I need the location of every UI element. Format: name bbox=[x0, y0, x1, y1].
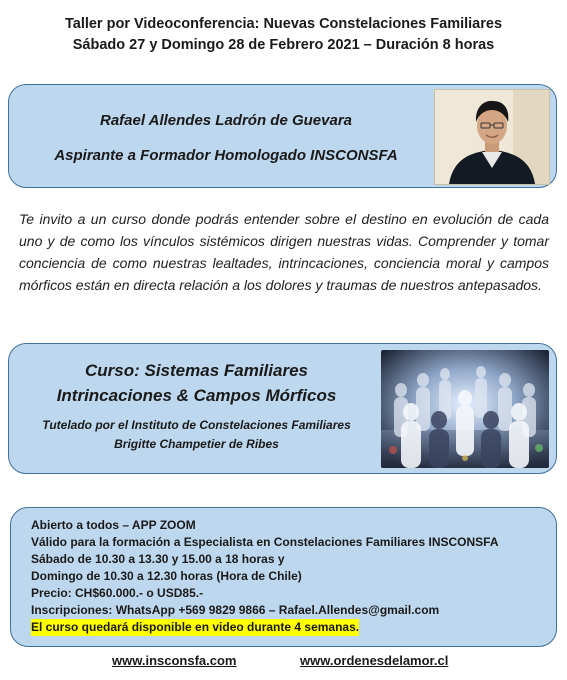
course-title-line1: Curso: Sistemas Familiares bbox=[85, 361, 308, 380]
event-title: Taller por Videoconferencia: Nuevas Constelaciones Familiares bbox=[64, 16, 503, 32]
ordenesdelamor-link[interactable]: www.ordenesdelamor.cl bbox=[300, 653, 449, 668]
intro-paragraph: Te invito a un curso donde podrás entender sobre el destino en evolución de cada uno y de como los vínculos sistémicos dirigen nuestras vidas. Comprender y tomar conciencia de como nuestras lealtades, intrincaciones, conciencia moral y campos mórficos están en directa relación a los dolores y traumas de nuestros antepasados. bbox=[19, 211, 549, 293]
detail-sunday-schedule: Domingo de 10.30 a 12.30 horas (Hora de Chile) bbox=[31, 569, 302, 583]
presenter-photo bbox=[434, 89, 550, 185]
presenter-photo-image bbox=[435, 90, 549, 184]
details-box bbox=[10, 507, 557, 647]
detail-validity: Válido para la formación a Especialista en Constelaciones Familiares INSCONSFA bbox=[31, 535, 499, 549]
morphic-fields-image bbox=[381, 350, 549, 468]
presenter-text bbox=[21, 103, 431, 173]
detail-saturday-schedule: Sábado de 10.30 a 13.30 y 15.00 a 18 horas y bbox=[31, 552, 285, 566]
course-title bbox=[19, 358, 374, 408]
detail-price: Precio: CH$60.000.- o USD85.- bbox=[31, 586, 204, 600]
course-subtitle bbox=[19, 416, 374, 454]
course-title-line2: Intrincaciones & Campos Mórficos bbox=[56, 386, 337, 405]
presenter-name: Rafael Allendes Ladrón de Guevara bbox=[99, 112, 353, 129]
morphic-fields-illustration bbox=[381, 350, 549, 468]
detail-registration: Inscripciones: WhatsApp +569 9829 9866 – Rafael.Allendes@gmail.com bbox=[31, 603, 440, 617]
course-subtitle-line2: Brigitte Champetier de Ribes bbox=[114, 437, 279, 451]
event-header bbox=[0, 14, 567, 56]
details-list bbox=[31, 517, 551, 636]
course-box bbox=[8, 343, 557, 474]
presenter-role: Aspirante a Formador Homologado INSCONSFA bbox=[54, 147, 398, 164]
presenter-box bbox=[8, 84, 557, 188]
detail-video-availability: El curso quedará disponible en video durante 4 semanas. bbox=[31, 620, 360, 634]
detail-access: Abierto a todos – APP ZOOM bbox=[31, 518, 196, 532]
event-dates: Sábado 27 y Domingo 28 de Febrero 2021 – Duración 8 horas bbox=[72, 37, 495, 53]
insconsfa-link[interactable]: www.insconsfa.com bbox=[112, 653, 237, 668]
course-subtitle-line1: Tutelado por el Instituto de Constelaciones Familiares bbox=[42, 418, 351, 432]
